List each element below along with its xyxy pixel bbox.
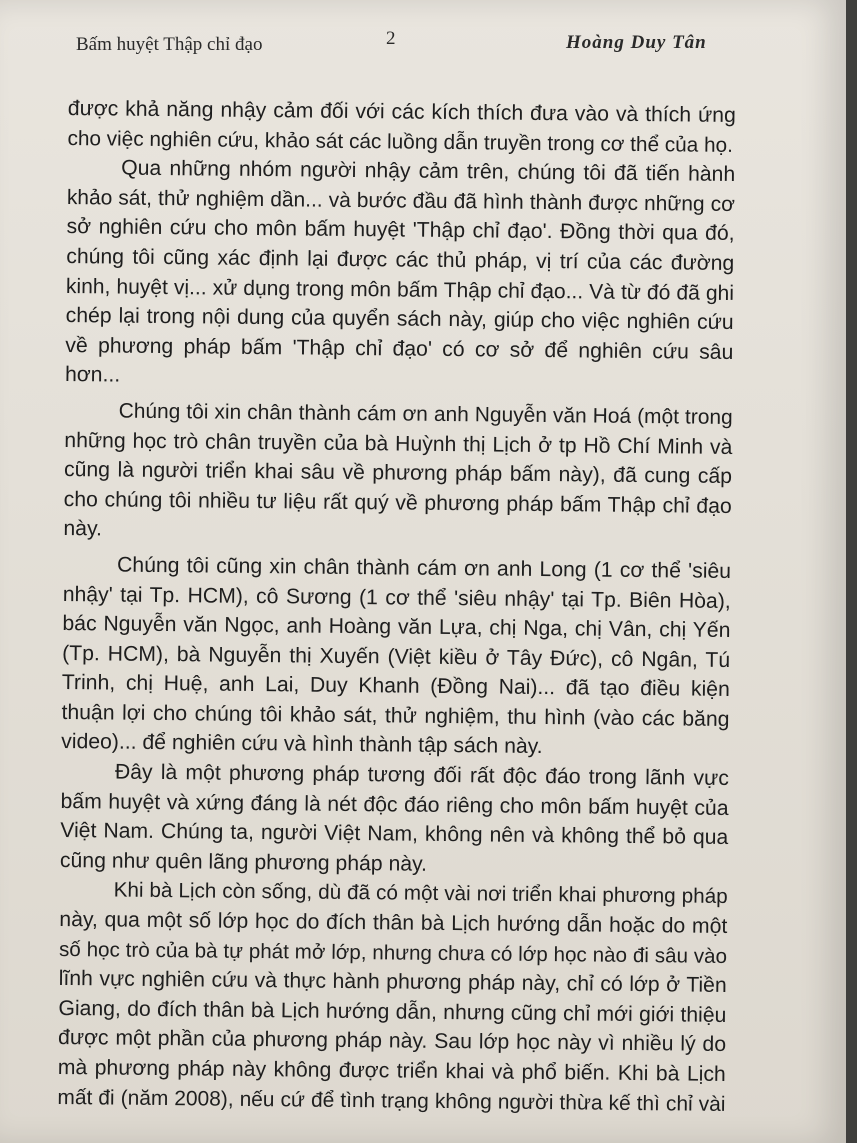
text-line: thuận lợi cho chúng tôi khảo sát, thử nghiệm, thu hình (vào các băng: [61, 700, 730, 731]
text-line: khảo sát, thử nghiệm dần... và bước đầu đã hình thành được những cơ: [66, 185, 736, 216]
text-line: cho chúng tôi nhiều tư liệu rất quý về phương pháp bấm Thập chỉ đạo: [63, 487, 732, 518]
text-line: bác Nguyễn văn Ngọc, anh Hoàng văn Lựa, chị Nga, chị Vân, chị Yến: [62, 612, 731, 643]
author-name: Hoàng Duy Tân: [566, 32, 707, 53]
paragraph: [67, 94, 736, 160]
text-line: kinh, huyệt vị... xử dụng trong môn bấm Thập chỉ đạo... Và từ đó đã ghi: [65, 274, 735, 305]
text-line: cho việc nghiên cứu, khảo sát các luồng dẫn truyền trong cơ thể của họ.: [67, 126, 734, 157]
page-header: [0, 28, 846, 68]
running-title: Bấm huyệt Thập chỉ đạo: [76, 34, 263, 55]
paragraph: [63, 396, 733, 551]
text-line: video)... để nghiên cứu và hình thành tập sách này.: [61, 730, 543, 759]
text-line: chép lại trong nội dung của quyển sách này, giúp cho việc nghiên cứu: [65, 304, 734, 335]
text-line: số học trò của bà tự phát mở lớp, nhưng chưa có lớp học nào đi sâu vào: [58, 937, 728, 968]
text-line: mất đi (năm 2008), nếu cứ để tình trạng không người thừa kế thì chỉ vài: [57, 1085, 726, 1116]
text-line: sở nghiên cứu cho môn bấm huyệt 'Thập chỉ đạo'. Đồng thời qua đó,: [66, 215, 735, 246]
text-line: hơn...: [64, 363, 121, 387]
body-text: [57, 94, 736, 1119]
text-line: Giang, do đích thân bà Lịch hướng dẫn, nhưng cũng chỉ mới giới thiệu: [58, 996, 727, 1027]
paragraph: [61, 550, 731, 764]
paragraph: [60, 757, 729, 882]
text-line: này.: [63, 517, 103, 541]
text-line: Đây là một phương pháp tương đối rất độc đáo trong lãnh vực: [114, 760, 729, 791]
text-line: mà phương pháp này không được triển khai và phổ biến. Khi bà Lịch: [57, 1055, 726, 1086]
text-line: này, qua một số lớp học do đích thân bà Lịch hướng dẫn hoặc do một: [59, 907, 728, 938]
text-line: lĩnh vực nghiên cứu và thực hành phương pháp này, chỉ có lớp ở Tiền: [58, 967, 727, 998]
text-line: Khi bà Lịch còn sống, dù đã có một vài nơi triển khai phương pháp: [113, 878, 728, 909]
paragraph: [65, 153, 735, 397]
text-line: Việt Nam. Chúng ta, người Việt Nam, không nên và không thể bỏ qua: [60, 819, 729, 850]
text-line: (Tp. HCM), bà Nguyễn thị Xuyến (Việt kiều ở Tây Đức), cô Ngân, Tú: [62, 641, 731, 672]
text-line: cũng là người triển khai sâu về phương pháp bấm này), đã cung cấp: [63, 458, 733, 489]
text-line: Trinh, chị Huệ, anh Lai, Duy Khanh (Đồng Nai)... đã tạo điều kiện: [61, 671, 730, 702]
page-number: 2: [386, 28, 396, 49]
text-line: được một phần của phương pháp này. Sau lớp học này vì nhiều lý do: [57, 1026, 727, 1057]
text-line: chúng tôi cũng xác định lại được các thủ pháp, vị trí của các đường: [66, 244, 735, 275]
text-line: cũng như quên lãng phương pháp này.: [59, 848, 428, 876]
text-line: những học trò chân truyền của bà Huỳnh thị Lịch ở tp Hồ Chí Minh và: [64, 428, 733, 459]
text-line: Chúng tôi xin chân thành cám ơn anh Nguyễn văn Hoá (một trong: [118, 399, 733, 429]
paragraph: [57, 875, 727, 1119]
text-line: nhậy' tại Tp. HCM), cô Sương (1 cơ thể 'siêu nhậy' tại Tp. Biên Hòa),: [62, 582, 731, 613]
text-line: về phương pháp bấm 'Thập chỉ đạo' có cơ sở để nghiên cứu sâu: [65, 333, 734, 364]
text-line: được khả năng nhậy cảm đối với các kích thích đưa vào và thích ứng: [67, 96, 736, 127]
text-line: Qua những nhóm người nhậy cảm trên, chúng tôi đã tiến hành: [121, 156, 736, 187]
text-line: bấm huyệt và xứng đáng là nét độc đáo riêng cho môn bấm huyệt của: [60, 789, 729, 820]
text-line: Chúng tôi cũng xin chân thành cám ơn anh Long (1 cơ thể 'siêu: [116, 553, 732, 583]
